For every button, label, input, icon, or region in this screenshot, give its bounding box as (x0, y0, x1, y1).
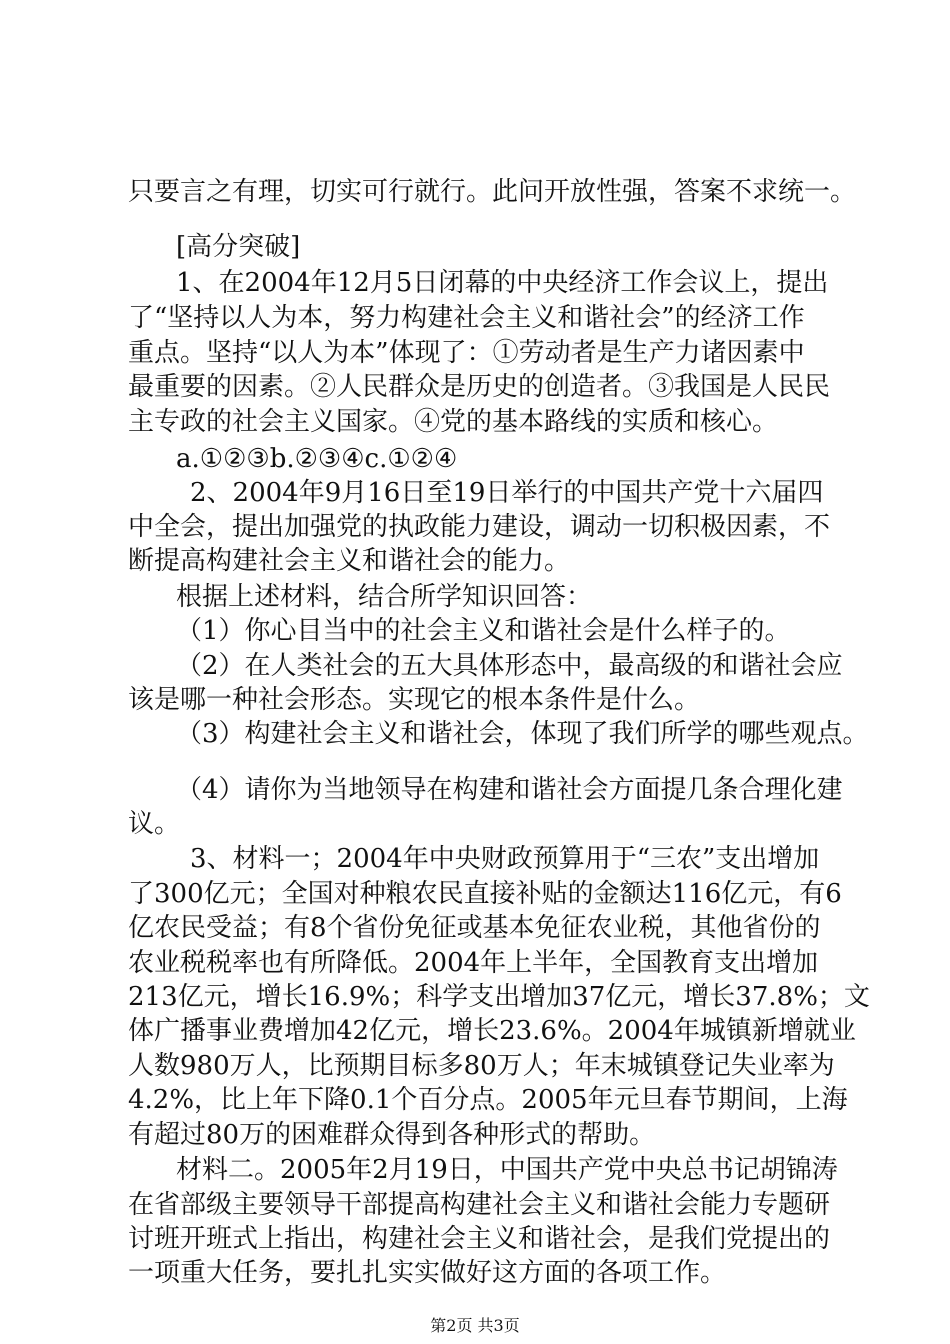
paragraph-line: 人数980万人，比预期目标多80万人；年末城镇登记失业率为 (128, 1051, 835, 1081)
paragraph-line: 只要言之有理，切实可行就行。此问开放性强，答案不求统一。 (128, 177, 857, 207)
answer-options: a.①②③b.②③④c.①②④ (176, 444, 458, 474)
paragraph-line: 最重要的因素。②人民群众是历史的创造者。③我国是人民民 (128, 372, 831, 402)
paragraph-line: 体广播事业费增加42亿元，增长23.6%。2004年城镇新增就业 (128, 1016, 856, 1046)
paragraph-line: 该是哪一种社会形态。实现它的根本条件是什么。 (128, 685, 701, 715)
page-footer: 第2页 共3页 (430, 1316, 520, 1335)
question-1: （1）你心目当中的社会主义和谐社会是什么样子的。 (176, 616, 791, 646)
paragraph-line: 了300亿元；全国对种粮农民直接补贴的金额达116亿元，有6 (128, 879, 842, 909)
paragraph-line: 重点。坚持“以人为本”体现了：①劳动者是生产力诸因素中 (128, 338, 805, 368)
paragraph-line: 主专政的社会主义国家。④党的基本路线的实质和核心。 (128, 407, 779, 437)
paragraph-line: 有超过80万的困难群众得到各种形式的帮助。 (128, 1120, 656, 1150)
paragraph-line: 2、2004年9月16日至19日举行的中国共产党十六届四 (190, 478, 824, 508)
paragraph-line: 4.2%，比上年下降0.1个百分点。2005年元旦春节期间，上海 (128, 1085, 848, 1115)
section-heading: [高分突破] (176, 232, 301, 262)
paragraph-line: 在省部级主要领导干部提高构建社会主义和谐社会能力专题研 (128, 1190, 831, 1220)
paragraph-line: 讨班开班式上指出，构建社会主义和谐社会，是我们党提出的 (128, 1224, 831, 1254)
paragraph-line: 一项重大任务，要扎扎实实做好这方面的各项工作。 (128, 1258, 727, 1288)
paragraph-line: 根据上述材料，结合所学知识回答： (176, 582, 593, 612)
paragraph-line: 亿农民受益；有8个省份免征或基本免征农业税，其他省份的 (128, 913, 821, 943)
question-3: （3）构建社会主义和谐社会，体现了我们所学的哪些观点。 (176, 719, 869, 749)
paragraph-line: 1、在2004年12月5日闭幕的中央经济工作会议上，提出 (176, 268, 829, 298)
paragraph-line: 中全会，提出加强党的执政能力建设，调动一切积极因素，不 (128, 512, 831, 542)
paragraph-line: 材料二。2005年2月19日，中国共产党中央总书记胡锦涛 (176, 1155, 838, 1185)
paragraph-line: 断提高构建社会主义和谐社会的能力。 (128, 546, 571, 576)
paragraph-line: 3、材料一；2004年中央财政预算用于“三农”支出增加 (190, 844, 820, 874)
question-4: （4）请你为当地领导在构建和谐社会方面提几条合理化建 (176, 775, 843, 805)
paragraph-line: 213亿元，增长16.9%；科学支出增加37亿元，增长37.8%；文 (128, 982, 870, 1012)
paragraph-line: 农业税税率也有所降低。2004年上半年，全国教育支出增加 (128, 948, 819, 978)
paragraph-line: 了“坚持以人为本，努力构建社会主义和谐社会”的经济工作 (128, 303, 805, 333)
paragraph-line: 议。 (128, 809, 181, 839)
question-2: （2）在人类社会的五大具体形态中，最高级的和谐社会应 (176, 651, 843, 681)
